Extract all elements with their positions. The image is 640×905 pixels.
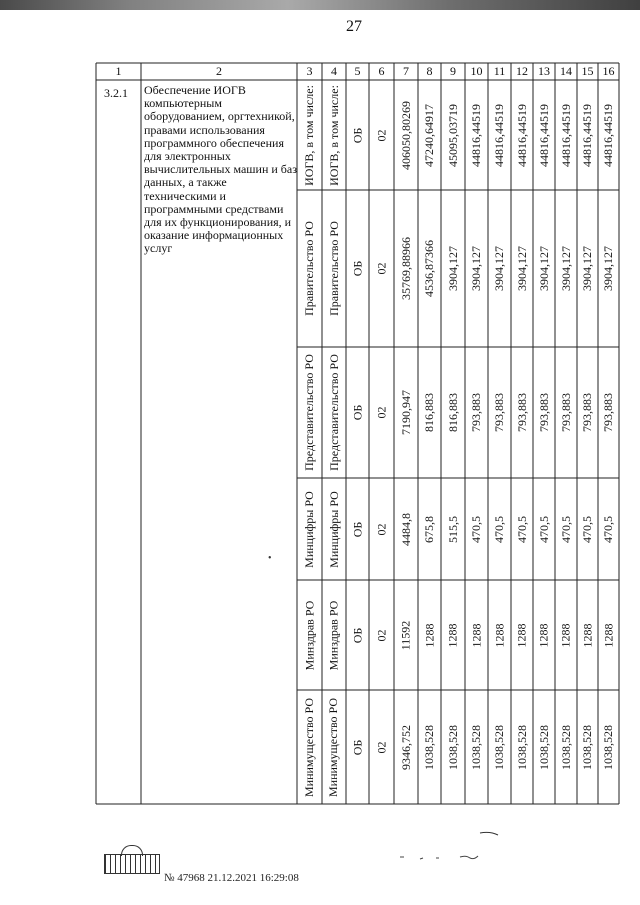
value-cell xyxy=(394,80,418,190)
value-cell-text: 4484,8 xyxy=(398,512,413,546)
code-cell-text: 02 xyxy=(374,741,388,753)
value-cell xyxy=(598,478,619,580)
budget-cell-text: ОБ xyxy=(350,521,364,537)
value-cell xyxy=(533,580,555,690)
org-name-cell-text: Минздрав РО xyxy=(326,600,341,670)
value-cell xyxy=(511,690,533,804)
value-cell-text: 1288 xyxy=(469,623,483,647)
org-name-cell-text: ИОГВ, в том числе: xyxy=(302,84,317,186)
org-name-cell xyxy=(322,190,346,347)
column-number-text: 7 xyxy=(403,64,409,78)
org-name-cell-text: Представительство РО xyxy=(302,354,316,471)
value-cell-text: 816,883 xyxy=(422,393,436,432)
org-name-cell-text: Минцифры РО xyxy=(302,490,316,568)
value-cell xyxy=(555,80,577,190)
org-name-cell xyxy=(297,347,322,478)
value-cell-text: 7190,947 xyxy=(398,390,413,435)
budget-cell xyxy=(346,580,369,690)
value-cell xyxy=(441,478,465,580)
value-cell-text: 816,883 xyxy=(445,393,460,432)
value-cell-text: 4536,87366 xyxy=(422,240,436,297)
value-cell-text: 3904,127 xyxy=(469,246,483,291)
code-cell-text: 02 xyxy=(374,406,388,419)
value-cell-text: 1288 xyxy=(445,623,460,647)
row-mark: • xyxy=(268,553,272,564)
org-name-cell-text: Минимущество РО xyxy=(326,697,341,797)
column-number xyxy=(96,63,141,80)
value-cell-text: 1038,528 xyxy=(514,724,529,770)
column-number-text: 12 xyxy=(516,64,528,78)
column-number-text: 1 xyxy=(115,64,122,78)
value-cell-text: 44816,44519 xyxy=(601,103,615,167)
value-cell xyxy=(533,690,555,804)
org-name-cell-text: Представительство РО xyxy=(326,354,341,471)
value-cell xyxy=(577,190,598,347)
value-cell-text: 793,883 xyxy=(492,393,506,432)
value-cell-text: 44816,44519 xyxy=(492,103,506,167)
code-cell xyxy=(369,347,394,478)
value-cell-text: 44816,44519 xyxy=(580,103,594,167)
budget-cell xyxy=(346,690,369,804)
column-number xyxy=(394,63,418,80)
value-cell xyxy=(555,347,577,478)
value-cell xyxy=(598,690,619,804)
org-name-cell xyxy=(297,690,322,804)
value-cell-text: 470,5 xyxy=(601,515,615,543)
value-cell-text: 1288 xyxy=(536,623,551,647)
org-name-cell xyxy=(297,478,322,580)
value-cell-text: 793,883 xyxy=(601,393,615,432)
value-cell xyxy=(465,580,488,690)
value-cell-text: 406050,80269 xyxy=(398,100,413,170)
value-cell xyxy=(598,580,619,690)
value-cell xyxy=(394,190,418,347)
value-cell-text: 515,5 xyxy=(445,515,460,543)
value-cell-text: 1038,528 xyxy=(445,724,460,770)
org-name-cell-text: Минимущество РО xyxy=(302,697,317,797)
budget-cell xyxy=(346,478,369,580)
column-number-text: 10 xyxy=(470,64,483,78)
value-cell-text: 1038,528 xyxy=(469,724,483,770)
column-number-text: 4 xyxy=(331,64,337,78)
org-name-cell-text: Правительство РО xyxy=(302,221,317,316)
page-number: 27 xyxy=(346,18,362,35)
government-building-stamp-icon xyxy=(104,854,160,874)
value-cell xyxy=(418,80,441,190)
column-number-text: 15 xyxy=(581,64,594,78)
value-cell xyxy=(533,190,555,347)
value-cell xyxy=(418,478,441,580)
value-cell-text: 44816,44519 xyxy=(514,103,529,167)
value-cell xyxy=(577,690,598,804)
budget-cell-text: ОБ xyxy=(350,404,364,421)
budget-cell xyxy=(346,190,369,347)
column-number xyxy=(577,63,598,80)
column-number xyxy=(598,63,619,80)
value-cell xyxy=(488,690,511,804)
code-cell-text: 02 xyxy=(374,262,388,275)
value-cell-text: 1288 xyxy=(601,623,615,647)
value-cell xyxy=(577,347,598,478)
value-cell xyxy=(418,190,441,347)
value-cell-text: 3904,127 xyxy=(445,246,460,291)
budget-cell xyxy=(346,80,369,190)
org-name-cell-text: ИОГВ, в том числе: xyxy=(326,84,341,186)
value-cell-text: 470,5 xyxy=(580,515,594,543)
value-cell-text: 3904,127 xyxy=(492,246,506,291)
value-cell xyxy=(418,347,441,478)
value-cell-text: 793,883 xyxy=(469,393,483,432)
signature-scribble xyxy=(396,827,516,867)
org-name-cell-text: Минцифры РО xyxy=(326,490,341,568)
value-cell xyxy=(555,690,577,804)
org-name-cell-text: Минздрав РО xyxy=(302,600,316,670)
column-number-text: 14 xyxy=(560,64,572,78)
value-cell xyxy=(465,347,488,478)
column-number-text: 13 xyxy=(538,64,550,78)
value-cell-text: 1038,528 xyxy=(422,724,436,770)
value-cell xyxy=(555,580,577,690)
value-cell-text: 793,883 xyxy=(558,393,573,432)
org-name-cell xyxy=(322,478,346,580)
org-name-cell xyxy=(322,690,346,804)
value-cell xyxy=(465,80,488,190)
budget-cell-text: ОБ xyxy=(350,127,364,143)
value-cell xyxy=(555,478,577,580)
value-cell xyxy=(533,478,555,580)
org-name-cell xyxy=(322,580,346,690)
value-cell xyxy=(441,580,465,690)
code-cell xyxy=(369,190,394,347)
value-cell xyxy=(511,347,533,478)
value-cell-text: 1038,528 xyxy=(580,724,594,770)
value-cell xyxy=(488,190,511,347)
value-cell-text: 1288 xyxy=(514,623,529,647)
org-name-cell xyxy=(297,580,322,690)
value-cell-text: 11592 xyxy=(398,620,413,650)
code-cell-text: 02 xyxy=(374,129,388,141)
column-number xyxy=(488,63,511,80)
budget-cell-text: ОБ xyxy=(350,739,364,755)
value-cell-text: 1038,528 xyxy=(601,724,615,770)
value-cell-text: 793,883 xyxy=(514,393,529,432)
value-cell xyxy=(533,80,555,190)
value-cell xyxy=(465,190,488,347)
value-cell-text: 470,5 xyxy=(492,515,506,543)
value-cell xyxy=(533,347,555,478)
value-cell-text: 1038,528 xyxy=(558,724,573,770)
value-cell xyxy=(577,80,598,190)
value-cell-text: 470,5 xyxy=(469,515,483,543)
value-cell xyxy=(598,190,619,347)
value-cell xyxy=(511,190,533,347)
org-name-cell xyxy=(322,347,346,478)
registration-number: № 47968 21.12.2021 16:29:08 xyxy=(164,872,299,884)
value-cell-text: 675,8 xyxy=(422,515,436,543)
value-cell-text: 793,883 xyxy=(580,393,594,432)
value-cell xyxy=(394,478,418,580)
column-number-text: 2 xyxy=(216,64,222,78)
column-number xyxy=(511,63,533,80)
value-cell xyxy=(488,347,511,478)
value-cell xyxy=(511,80,533,190)
code-cell-text: 02 xyxy=(374,629,388,641)
column-number xyxy=(322,63,346,80)
column-number-text: 5 xyxy=(354,64,361,78)
column-number xyxy=(441,63,465,80)
value-cell-text: 1038,528 xyxy=(492,724,506,770)
code-cell-text: 02 xyxy=(374,523,388,535)
value-cell-text: 470,5 xyxy=(536,515,551,543)
value-cell xyxy=(441,80,465,190)
value-cell-text: 3904,127 xyxy=(601,246,615,291)
column-number xyxy=(465,63,488,80)
code-cell xyxy=(369,690,394,804)
value-cell xyxy=(598,80,619,190)
column-number-text: 16 xyxy=(602,64,615,78)
value-cell xyxy=(488,580,511,690)
column-number xyxy=(141,63,297,80)
column-number xyxy=(346,63,369,80)
value-cell xyxy=(465,478,488,580)
value-cell-text: 1288 xyxy=(558,623,573,647)
column-number-text: 6 xyxy=(378,64,385,78)
column-number xyxy=(369,63,394,80)
value-cell xyxy=(394,690,418,804)
value-cell-text: 44816,44519 xyxy=(558,103,573,167)
value-cell xyxy=(394,347,418,478)
value-cell xyxy=(511,478,533,580)
column-number-text: 8 xyxy=(426,64,433,78)
value-cell xyxy=(394,580,418,690)
value-cell xyxy=(577,478,598,580)
value-cell-text: 3904,127 xyxy=(514,246,529,291)
value-cell-text: 1288 xyxy=(492,623,506,647)
code-cell xyxy=(369,80,394,190)
column-number xyxy=(418,63,441,80)
code-cell xyxy=(369,580,394,690)
org-name-cell xyxy=(297,190,322,347)
value-cell-text: 3904,127 xyxy=(558,246,573,291)
value-cell-text: 1038,528 xyxy=(536,724,551,770)
org-name-cell xyxy=(297,80,322,190)
row-code: 3.2.1 xyxy=(104,86,128,100)
value-cell xyxy=(418,690,441,804)
value-cell xyxy=(441,347,465,478)
value-cell xyxy=(555,190,577,347)
value-cell xyxy=(441,690,465,804)
org-name-cell-text: Правительство РО xyxy=(326,221,341,316)
value-cell xyxy=(441,190,465,347)
value-cell-text: 793,883 xyxy=(536,393,551,432)
value-cell-text: 3904,127 xyxy=(580,246,594,291)
value-cell xyxy=(488,80,511,190)
value-cell xyxy=(418,580,441,690)
budget-cell-text: ОБ xyxy=(350,260,364,277)
budget-cell-text: ОБ xyxy=(350,627,364,643)
value-cell xyxy=(577,580,598,690)
value-cell xyxy=(598,347,619,478)
value-cell-text: 1288 xyxy=(422,623,436,647)
column-number xyxy=(297,63,322,80)
column-number-text: 3 xyxy=(306,64,313,78)
value-cell xyxy=(488,478,511,580)
value-cell-text: 45095,03719 xyxy=(445,103,460,167)
value-cell-text: 44816,44519 xyxy=(469,103,483,167)
value-cell-text: 470,5 xyxy=(558,515,573,543)
row-name: Обеспечение ИОГВ компьютерным оборудованием, оргтехникой, правами использования программного обеспечения для электронных вычислительных машин и баз данных, а также техническими и программными средствами для их функционирования, и оказание информационных услуг xyxy=(144,83,297,256)
value-cell xyxy=(465,690,488,804)
scan-edge xyxy=(0,0,640,10)
value-cell-text: 35769,88966 xyxy=(398,237,413,300)
code-cell xyxy=(369,478,394,580)
budget-cell xyxy=(346,347,369,478)
value-cell xyxy=(511,580,533,690)
column-number-text: 9 xyxy=(450,64,456,78)
org-name-cell xyxy=(322,80,346,190)
value-cell-text: 47240,64917 xyxy=(422,103,436,167)
column-number xyxy=(555,63,577,80)
value-cell-text: 1288 xyxy=(580,623,594,647)
column-number-text: 11 xyxy=(493,64,506,78)
value-cell-text: 9346,752 xyxy=(398,724,413,770)
value-cell-text: 470,5 xyxy=(514,515,529,543)
value-cell-text: 3904,127 xyxy=(536,246,551,291)
column-number xyxy=(533,63,555,80)
value-cell-text: 44816,44519 xyxy=(536,103,551,167)
